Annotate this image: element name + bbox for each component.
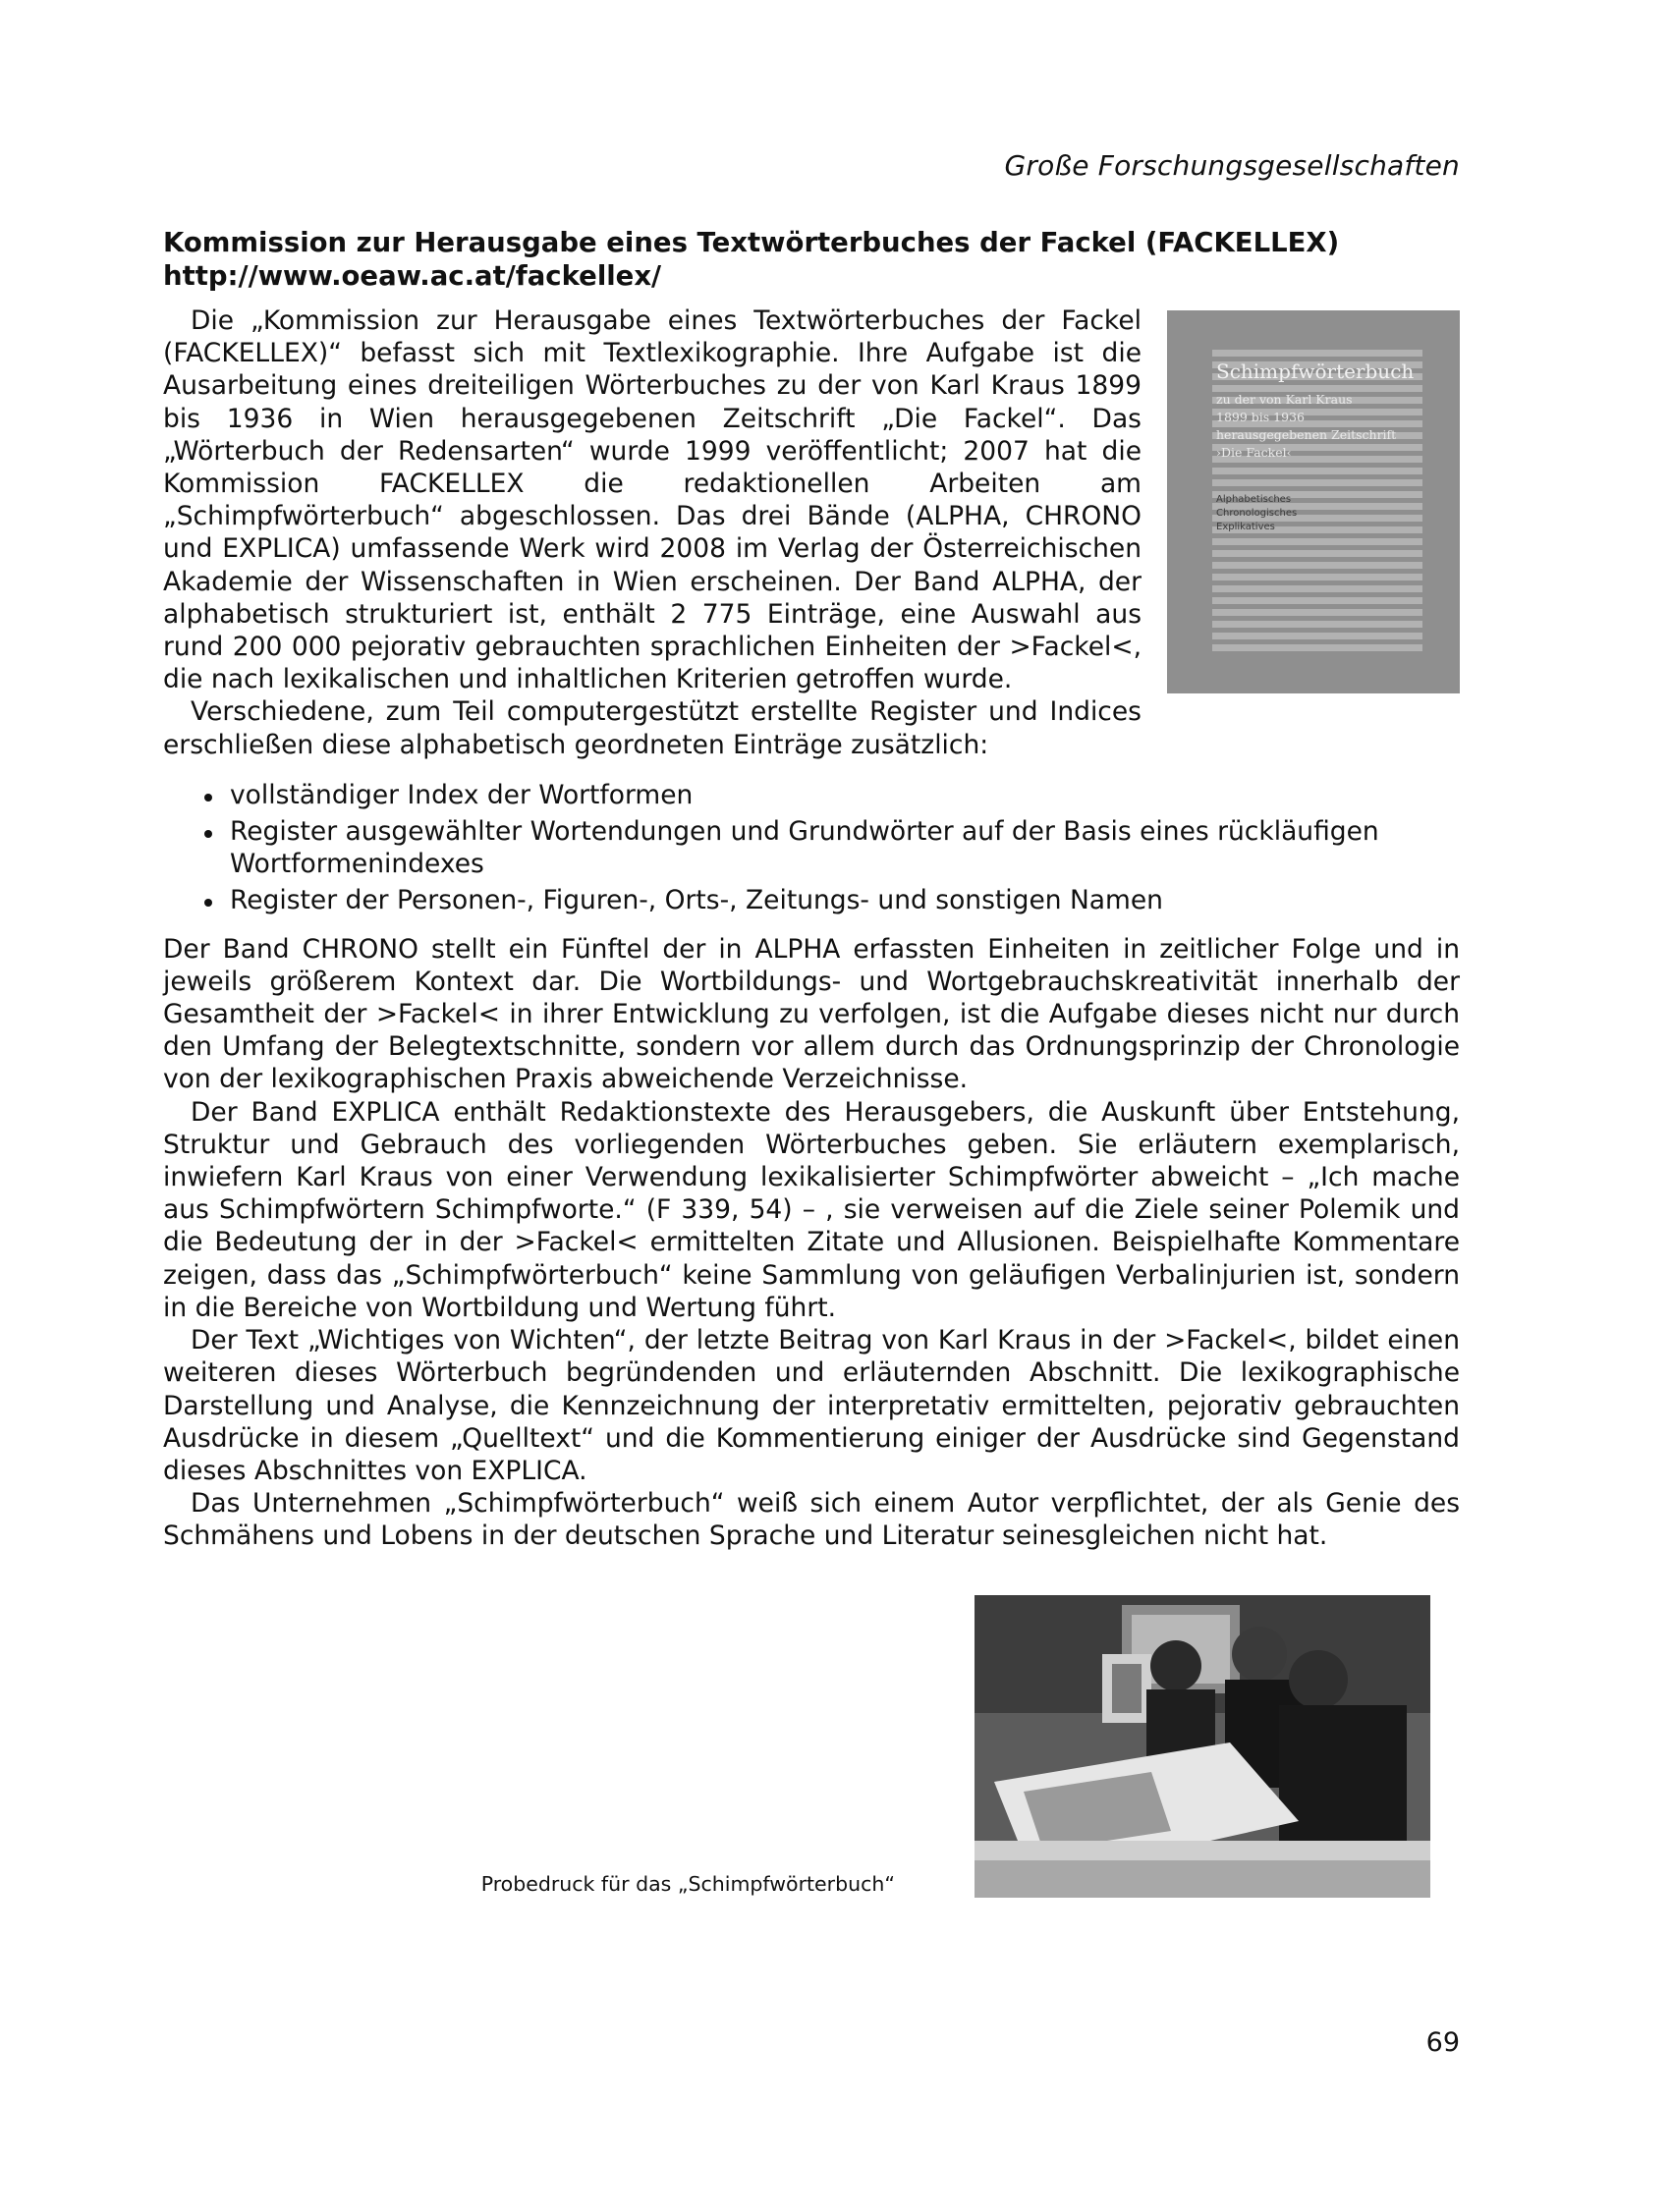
cover-stripe bbox=[1212, 574, 1422, 581]
photo-caption: Probedruck für das „Schimpfwörterbuch“ bbox=[480, 1872, 895, 1896]
section-heading bbox=[163, 226, 1460, 293]
list-item-text: Register der Personen-, Figuren-, Orts-, Zeitungs- und sonstigen Namen bbox=[230, 885, 1163, 916]
cover-subtitle-line: zu der von Karl Kraus bbox=[1216, 392, 1353, 407]
page-number: 69 bbox=[1425, 2027, 1460, 2058]
cover-stripe bbox=[1212, 633, 1422, 639]
list-item-text: Register ausgewählter Wortendungen und Grundwörter auf der Basis eines rückläufigen Wortformenindexes bbox=[230, 816, 1379, 880]
cover-stripe bbox=[1212, 609, 1422, 616]
photo-illustration bbox=[975, 1595, 1430, 1898]
list-item bbox=[230, 815, 1460, 880]
cover-stripe bbox=[1212, 562, 1422, 569]
paragraph: Der Band EXPLICA enthält Redaktionstexte des Herausgebers, die Auskunft über Entstehung, Struktur und Gebrauch des vorliegenden Wörterbuches geben. Sie erläutern exemplarisch, inwiefern Karl Kraus von einer Verwendung lexikalisierter Schimpfwörter abweicht – „Ich mache aus Schimpfwörtern Schimpfworte.“ (F 339, 54) – , sie verweisen auf die Ziele seiner Polemik und die Bedeutung der in der >Fackel< ermittelten Zitate und Allusionen. Beispielhafte Kommentare zeigen, dass das „Schimpfwörterbuch“ keine Sammlung von geläufigen Verbalinjurien ist, sondern in die Bereiche von Wortbildung und Wertung führt. bbox=[163, 1096, 1460, 1323]
cover-stripe bbox=[1212, 585, 1422, 592]
paragraph: Das Unternehmen „Schimpfwörterbuch“ weiß sich einem Autor verpflichtet, der als Genie des Schmähens und Lobens in der deutschen Sprache und Literatur seinesgleichen nicht hat. bbox=[163, 1488, 1460, 1552]
cover-stripe bbox=[1212, 621, 1422, 628]
paragraph: Der Text „Wichtiges von Wichten“, der letzte Beitrag von Karl Kraus in der >Fackel<, bildet einen weiteren dieses Wörterbuch begründenden und erläuternden Abschnitt. Die lexikographische Darstellung und Analyse, die Kennzeichnung der interpretativ ermittelten, pejorativ gebrauchten Ausdrücke in diesem „Quelltext“ und die Kommentierung einiger der Ausdrücke sind Gegenstand dieses Abschnittes von EXPLICA. bbox=[163, 1325, 1460, 1486]
paragraph: Die „Kommission zur Herausgabe eines Textwörterbuches der Fackel (FACKELLEX)“ befasst sich mit Textlexikographie. Ihre Aufgabe ist die Ausarbeitung eines dreiteiligen Wörterbuches zu der von Karl Kraus 1899 bis 1936 in Wien herausgegebenen Zeitschrift „Die Fackel“. Das „Wörterbuch der Redensarten“ wurde 1999 veröffentlicht; 2007 hat die Kommission FACKELLEX die redaktionellen Arbeiten am „Schimpfwörterbuch“ abgeschlossen. Das drei Bände (ALPHA, CHRONO und EXPLICA) umfassende Werk wird 2008 im Verlag der Österreichischen Akademie der Wissenschaften in Wien erscheinen. Der Band ALPHA, der alphabetisch strukturiert ist, enthält 2 775 Einträge, eine Auswahl aus rund 200 000 pejorativ gebrauchten sprachlichen Einheiten der >Fackel<, die nach lexikalischen und inhaltlichen Kriterien getroffen wurde. bbox=[163, 305, 1142, 695]
printing-press-photo bbox=[975, 1595, 1430, 1898]
body-text bbox=[163, 304, 1460, 1553]
list-item bbox=[230, 884, 1460, 916]
paragraph: Der Band CHRONO stellt ein Fünftel der in ALPHA erfassten Einheiten in zeitlicher Folge und in jeweils größerem Kontext dar. Die Wortbildungs- und Wortgebrauchskreativität innerhalb der Gesamtheit der >Fackel< in ihrer Entwicklung zu verfolgen, ist die Aufgabe dieses nicht nur durch den Umfang der Belegtextschnitte, sondern vor allem durch das Ordnungsprinzip der Chronologie von der lexikographischen Praxis abweichende Verzeichnisse. bbox=[163, 933, 1460, 1095]
register-list bbox=[163, 779, 1460, 917]
bullet-icon bbox=[204, 899, 212, 907]
running-head: Große Forschungsgesellschaften bbox=[1004, 149, 1460, 182]
section-url[interactable]: http://www.oeaw.ac.at/fackellex/ bbox=[163, 260, 662, 292]
cover-subtitle-line: ›Die Fackel‹ bbox=[1216, 445, 1292, 460]
paragraph: Verschiedene, zum Teil computergestützt erstellte Register und Indices erschließen diese alphabetisch geordneten Einträge zusätzlich: bbox=[163, 696, 1142, 760]
book-cover-image bbox=[1167, 310, 1460, 693]
cover-title: Schimpfwörterbuch bbox=[1216, 359, 1415, 383]
cover-volume-label: Chronologisches bbox=[1216, 508, 1298, 519]
cover-subtitle-line: herausgegebenen Zeitschrift bbox=[1216, 427, 1397, 442]
cover-subtitle-line: 1899 bis 1936 bbox=[1216, 410, 1305, 424]
cover-stripe bbox=[1212, 597, 1422, 604]
cover-volume-label: Explikatives bbox=[1216, 522, 1275, 532]
bullet-icon bbox=[204, 794, 212, 802]
cover-stripe bbox=[1212, 550, 1422, 557]
list-item bbox=[230, 779, 1460, 811]
cover-volume-label: Alphabetisches bbox=[1216, 494, 1292, 505]
section-title: Kommission zur Herausgabe eines Textwörterbuches der Fackel (FACKELLEX) bbox=[163, 227, 1340, 258]
cover-stripe bbox=[1212, 644, 1422, 651]
bullet-icon bbox=[204, 830, 212, 838]
list-item-text: vollständiger Index der Wortformen bbox=[230, 779, 694, 810]
